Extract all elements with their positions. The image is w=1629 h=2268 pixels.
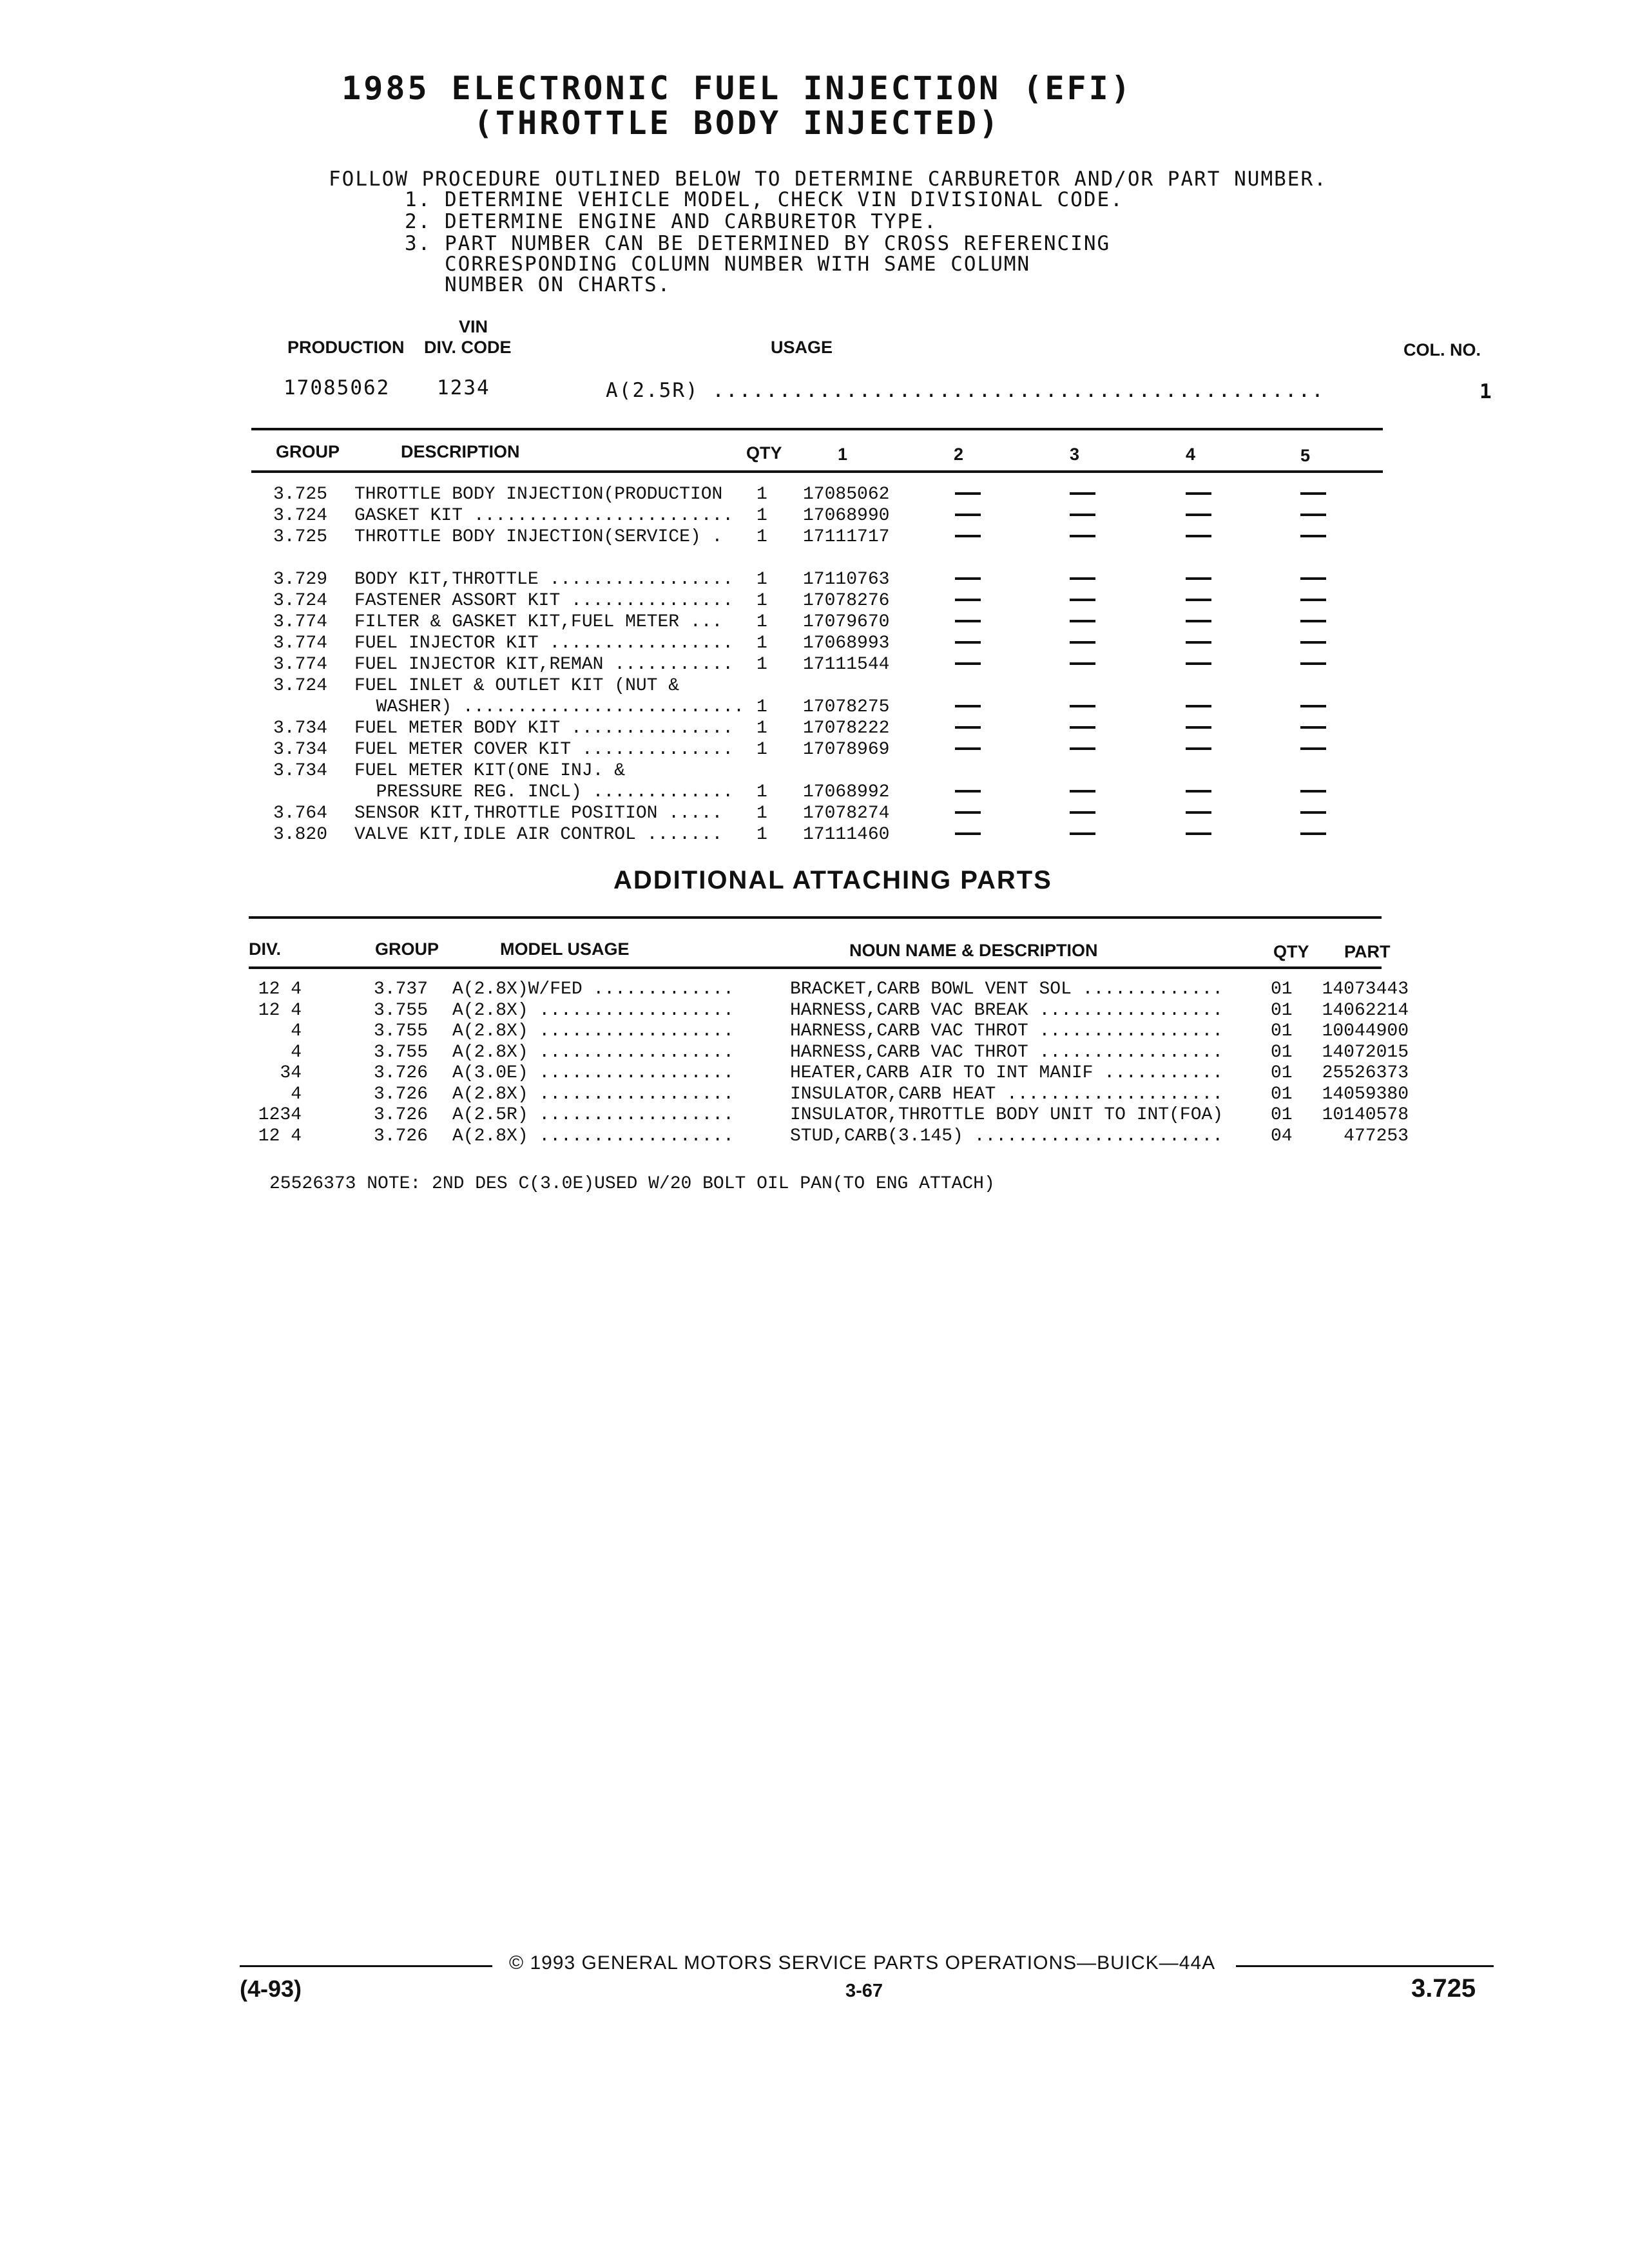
not-applicable-dash bbox=[1300, 492, 1326, 495]
not-applicable-dash bbox=[955, 620, 981, 622]
row-part-col1: 17111544 bbox=[803, 655, 890, 675]
add-row-part: 14062214 bbox=[1322, 1000, 1409, 1021]
row-part-col1: 17111460 bbox=[803, 825, 890, 845]
add-row-noun: HARNESS,CARB VAC BREAK ................. bbox=[790, 1000, 1224, 1021]
not-applicable-dash bbox=[1300, 747, 1326, 750]
not-applicable-dash bbox=[1070, 747, 1095, 750]
add-row-usage: A(2.8X) .................. bbox=[452, 1000, 734, 1021]
not-applicable-dash bbox=[1070, 726, 1095, 729]
not-applicable-dash bbox=[1300, 811, 1326, 814]
row-group: 3.724 bbox=[273, 591, 328, 611]
add-row-part: 25526373 bbox=[1322, 1063, 1409, 1083]
add-row-qty: 01 bbox=[1271, 1000, 1293, 1021]
not-applicable-dash bbox=[955, 790, 981, 793]
row-qty: 1 bbox=[757, 570, 767, 590]
add-row-noun: STUD,CARB(3.145) ....................... bbox=[790, 1126, 1224, 1146]
additional-heading: ADDITIONAL ATTACHING PARTS bbox=[613, 866, 1052, 894]
instruction-step: 3. PART NUMBER CAN BE DETERMINED BY CROSS REFERENCING bbox=[405, 232, 1111, 255]
not-applicable-dash bbox=[955, 705, 981, 707]
row-part-col1: 17078222 bbox=[803, 718, 890, 738]
not-applicable-dash bbox=[1186, 514, 1211, 516]
div-code-header: DIV. CODE bbox=[424, 338, 512, 357]
add-row-qty: 01 bbox=[1271, 1084, 1293, 1104]
add-row-part: 14073443 bbox=[1322, 979, 1409, 999]
add-row-group: 3.726 bbox=[374, 1105, 429, 1125]
row-description: THROTTLE BODY INJECTION(PRODUCTION bbox=[354, 485, 723, 505]
row-part-col1: 17085062 bbox=[803, 485, 890, 505]
row-description: FUEL INJECTOR KIT ................. bbox=[354, 633, 734, 653]
row-group: 3.725 bbox=[273, 485, 328, 505]
footer-date: (4-93) bbox=[240, 1975, 302, 2002]
row-qty: 1 bbox=[757, 803, 767, 823]
row-qty: 1 bbox=[757, 527, 767, 547]
add-row-group: 3.726 bbox=[374, 1063, 429, 1083]
add-row-qty: 01 bbox=[1271, 979, 1293, 999]
col-group-header: GROUP bbox=[276, 442, 340, 461]
add-row-usage: A(2.8X) .................. bbox=[452, 1021, 734, 1041]
not-applicable-dash bbox=[955, 832, 981, 835]
not-applicable-dash bbox=[1300, 726, 1326, 729]
add-row-usage: A(3.0E) .................. bbox=[452, 1063, 734, 1083]
not-applicable-dash bbox=[1070, 535, 1095, 537]
row-description: SENSOR KIT,THROTTLE POSITION ..... bbox=[354, 803, 723, 823]
usage-col-no: 1 bbox=[1480, 380, 1493, 403]
add-row-qty: 01 bbox=[1271, 1063, 1293, 1083]
row-description: FUEL INLET & OUTLET KIT (NUT & bbox=[354, 676, 680, 696]
row-group: 3.724 bbox=[273, 676, 328, 696]
row-group: 3.764 bbox=[273, 803, 328, 823]
not-applicable-dash bbox=[955, 811, 981, 814]
row-description: BODY KIT,THROTTLE ................. bbox=[354, 570, 734, 590]
not-applicable-dash bbox=[955, 726, 981, 729]
row-description: FASTENER ASSORT KIT ............... bbox=[354, 591, 734, 611]
add-row-part: 477253 bbox=[1344, 1126, 1409, 1146]
instruction-step: 2. DETERMINE ENGINE AND CARBURETOR TYPE. bbox=[405, 210, 938, 233]
add-row-qty: 01 bbox=[1271, 1105, 1293, 1125]
row-part-col1: 17068993 bbox=[803, 633, 890, 653]
not-applicable-dash bbox=[955, 577, 981, 580]
not-applicable-dash bbox=[1070, 620, 1095, 622]
not-applicable-dash bbox=[1186, 641, 1211, 644]
row-part-col1: 17078274 bbox=[803, 803, 890, 823]
col-no-header: COL. NO. bbox=[1403, 340, 1481, 360]
row-part-col1: 17078276 bbox=[803, 591, 890, 611]
not-applicable-dash bbox=[1186, 492, 1211, 495]
not-applicable-dash bbox=[1300, 514, 1326, 516]
row-qty: 1 bbox=[757, 506, 767, 526]
not-applicable-dash bbox=[1186, 662, 1211, 665]
not-applicable-dash bbox=[1186, 747, 1211, 750]
table-header-rule bbox=[251, 470, 1383, 473]
row-description: FUEL INJECTOR KIT,REMAN ........... bbox=[354, 655, 734, 675]
not-applicable-dash bbox=[1186, 811, 1211, 814]
add-row-qty: 04 bbox=[1271, 1126, 1293, 1146]
not-applicable-dash bbox=[1186, 620, 1211, 622]
add-row-part: 10044900 bbox=[1322, 1021, 1409, 1041]
not-applicable-dash bbox=[1300, 705, 1326, 707]
instruction-step: CORRESPONDING COLUMN NUMBER WITH SAME COLUMN bbox=[405, 253, 1031, 276]
table-top-rule bbox=[251, 428, 1383, 430]
not-applicable-dash bbox=[1070, 577, 1095, 580]
row-description: GASKET KIT ........................ bbox=[354, 506, 734, 526]
add-row-noun: INSULATOR,CARB HEAT .................... bbox=[790, 1084, 1224, 1104]
add-row-usage: A(2.8X) .................. bbox=[452, 1126, 734, 1146]
not-applicable-dash bbox=[1070, 599, 1095, 601]
instruction-step: 1. DETERMINE VEHICLE MODEL, CHECK VIN DIVISIONAL CODE. bbox=[405, 188, 1124, 211]
row-qty: 1 bbox=[757, 718, 767, 738]
production-header: PRODUCTION bbox=[287, 338, 405, 357]
not-applicable-dash bbox=[1186, 790, 1211, 793]
add-row-noun: HARNESS,CARB VAC THROT ................. bbox=[790, 1021, 1224, 1041]
not-applicable-dash bbox=[1300, 790, 1326, 793]
add-row-div: 4 bbox=[291, 1084, 302, 1104]
add-noun-header: NOUN NAME & DESCRIPTION bbox=[849, 941, 1098, 960]
not-applicable-dash bbox=[955, 535, 981, 537]
not-applicable-dash bbox=[1070, 492, 1095, 495]
not-applicable-dash bbox=[1070, 811, 1095, 814]
add-row-noun: HEATER,CARB AIR TO INT MANIF ........... bbox=[790, 1063, 1224, 1083]
usage-production: 17085062 bbox=[284, 376, 390, 399]
not-applicable-dash bbox=[1186, 535, 1211, 537]
col-3-header: 3 bbox=[1070, 445, 1080, 464]
not-applicable-dash bbox=[1186, 599, 1211, 601]
add-row-part: 14059380 bbox=[1322, 1084, 1409, 1104]
not-applicable-dash bbox=[1300, 577, 1326, 580]
not-applicable-dash bbox=[1070, 790, 1095, 793]
row-part-col1: 17111717 bbox=[803, 527, 890, 547]
row-qty: 1 bbox=[757, 782, 767, 802]
add-row-part: 10140578 bbox=[1322, 1105, 1409, 1125]
add-row-noun: BRACKET,CARB BOWL VENT SOL ............. bbox=[790, 979, 1224, 999]
add-row-noun: HARNESS,CARB VAC THROT ................. bbox=[790, 1042, 1224, 1062]
add-row-usage: A(2.8X) .................. bbox=[452, 1084, 734, 1104]
footer-page-number: 3-67 bbox=[845, 1981, 883, 2001]
row-description: FUEL METER KIT(ONE INJ. & bbox=[354, 761, 626, 781]
row-part-col1: 17079670 bbox=[803, 612, 890, 632]
add-div-header: DIV. bbox=[249, 939, 282, 959]
add-row-usage: A(2.5R) .................. bbox=[452, 1105, 734, 1125]
not-applicable-dash bbox=[955, 599, 981, 601]
not-applicable-dash bbox=[955, 747, 981, 750]
row-part-col1: 17078275 bbox=[803, 697, 890, 717]
not-applicable-dash bbox=[1070, 641, 1095, 644]
footer-section-number: 3.725 bbox=[1411, 1974, 1476, 2003]
add-row-div: 1234 bbox=[258, 1105, 302, 1125]
not-applicable-dash bbox=[1070, 662, 1095, 665]
additional-top-rule bbox=[249, 916, 1382, 919]
usage-div-code: 1234 bbox=[437, 376, 490, 399]
add-group-header: GROUP bbox=[375, 939, 439, 959]
add-row-div: 4 bbox=[291, 1042, 302, 1062]
add-model-usage-header: MODEL USAGE bbox=[500, 939, 630, 959]
add-row-div: 12 4 bbox=[258, 1126, 302, 1146]
add-row-qty: 01 bbox=[1271, 1021, 1293, 1041]
add-row-usage: A(2.8X)W/FED ............. bbox=[452, 979, 734, 999]
vin-header: VIN bbox=[459, 317, 488, 336]
col-5-header: 5 bbox=[1300, 446, 1311, 465]
not-applicable-dash bbox=[1070, 832, 1095, 835]
add-row-group: 3.726 bbox=[374, 1084, 429, 1104]
page-title-line-1: 1985 ELECTRONIC FUEL INJECTION (EFI) bbox=[342, 70, 1133, 107]
not-applicable-dash bbox=[955, 492, 981, 495]
row-part-col1: 17068992 bbox=[803, 782, 890, 802]
row-group: 3.774 bbox=[273, 655, 328, 675]
not-applicable-dash bbox=[1300, 535, 1326, 537]
row-group: 3.729 bbox=[273, 570, 328, 590]
row-qty: 1 bbox=[757, 591, 767, 611]
not-applicable-dash bbox=[1300, 599, 1326, 601]
usage-value: A(2.5R) .............................................. bbox=[606, 379, 1325, 402]
not-applicable-dash bbox=[1186, 726, 1211, 729]
add-row-usage: A(2.8X) .................. bbox=[452, 1042, 734, 1062]
row-group: 3.734 bbox=[273, 718, 328, 738]
row-group: 3.725 bbox=[273, 527, 328, 547]
row-description: FUEL METER COVER KIT .............. bbox=[354, 740, 734, 760]
add-row-div: 34 bbox=[280, 1063, 302, 1083]
add-row-qty: 01 bbox=[1271, 1042, 1293, 1062]
row-qty: 1 bbox=[757, 612, 767, 632]
add-row-group: 3.755 bbox=[374, 1000, 429, 1021]
add-qty-header: QTY bbox=[1273, 942, 1309, 961]
col-2-header: 2 bbox=[954, 445, 964, 464]
add-row-div: 12 4 bbox=[258, 979, 302, 999]
row-group: 3.774 bbox=[273, 612, 328, 632]
not-applicable-dash bbox=[1186, 832, 1211, 835]
row-qty: 1 bbox=[757, 655, 767, 675]
footer-rule-right bbox=[1236, 1965, 1494, 1967]
col-4-header: 4 bbox=[1186, 445, 1196, 464]
copyright-text: © 1993 GENERAL MOTORS SERVICE PARTS OPERATIONS—BUICK—44A bbox=[509, 1952, 1216, 1974]
row-description: WASHER) .......................... bbox=[354, 697, 744, 717]
not-applicable-dash bbox=[1186, 705, 1211, 707]
row-part-col1: 17068990 bbox=[803, 506, 890, 526]
page-title-line-2: (THROTTLE BODY INJECTED) bbox=[473, 104, 1001, 142]
row-qty: 1 bbox=[757, 697, 767, 717]
add-row-group: 3.737 bbox=[374, 979, 429, 999]
col-description-header: DESCRIPTION bbox=[401, 442, 520, 461]
row-description: FUEL METER BODY KIT ............... bbox=[354, 718, 734, 738]
not-applicable-dash bbox=[955, 641, 981, 644]
row-group: 3.724 bbox=[273, 506, 328, 526]
footer-rule-left bbox=[240, 1965, 492, 1967]
not-applicable-dash bbox=[1300, 832, 1326, 835]
row-group: 3.734 bbox=[273, 761, 328, 781]
col-1-header: 1 bbox=[838, 445, 848, 464]
row-part-col1: 17110763 bbox=[803, 570, 890, 590]
instruction-step: NUMBER ON CHARTS. bbox=[405, 273, 671, 296]
row-description: VALVE KIT,IDLE AIR CONTROL ....... bbox=[354, 825, 723, 845]
add-row-group: 3.755 bbox=[374, 1021, 429, 1041]
usage-header: USAGE bbox=[771, 338, 833, 357]
not-applicable-dash bbox=[955, 514, 981, 516]
not-applicable-dash bbox=[1070, 514, 1095, 516]
row-group: 3.820 bbox=[273, 825, 328, 845]
row-group: 3.734 bbox=[273, 740, 328, 760]
row-part-col1: 17078969 bbox=[803, 740, 890, 760]
add-part-header: PART bbox=[1344, 942, 1391, 961]
additional-header-rule bbox=[249, 966, 1382, 969]
add-row-part: 14072015 bbox=[1322, 1042, 1409, 1062]
row-qty: 1 bbox=[757, 825, 767, 845]
add-row-div: 12 4 bbox=[258, 1000, 302, 1021]
not-applicable-dash bbox=[1300, 620, 1326, 622]
row-description: PRESSURE REG. INCL) ............. bbox=[354, 782, 734, 802]
row-group: 3.774 bbox=[273, 633, 328, 653]
add-row-noun: INSULATOR,THROTTLE BODY UNIT TO INT(FOA) bbox=[790, 1105, 1224, 1125]
add-row-group: 3.726 bbox=[374, 1126, 429, 1146]
row-description: THROTTLE BODY INJECTION(SERVICE) . bbox=[354, 527, 723, 547]
not-applicable-dash bbox=[955, 662, 981, 665]
add-row-div: 4 bbox=[291, 1021, 302, 1041]
instructions-intro: FOLLOW PROCEDURE OUTLINED BELOW TO DETERMINE CARBURETOR AND/OR PART NUMBER. bbox=[329, 168, 1327, 191]
note-text: 25526373 NOTE: 2ND DES C(3.0E)USED W/20 BOLT OIL PAN(TO ENG ATTACH) bbox=[269, 1174, 995, 1194]
col-qty-header: QTY bbox=[746, 443, 782, 463]
row-qty: 1 bbox=[757, 740, 767, 760]
row-qty: 1 bbox=[757, 485, 767, 505]
not-applicable-dash bbox=[1070, 705, 1095, 707]
not-applicable-dash bbox=[1300, 662, 1326, 665]
not-applicable-dash bbox=[1186, 577, 1211, 580]
row-description: FILTER & GASKET KIT,FUEL METER ... bbox=[354, 612, 723, 632]
add-row-group: 3.755 bbox=[374, 1042, 429, 1062]
row-qty: 1 bbox=[757, 633, 767, 653]
not-applicable-dash bbox=[1300, 641, 1326, 644]
